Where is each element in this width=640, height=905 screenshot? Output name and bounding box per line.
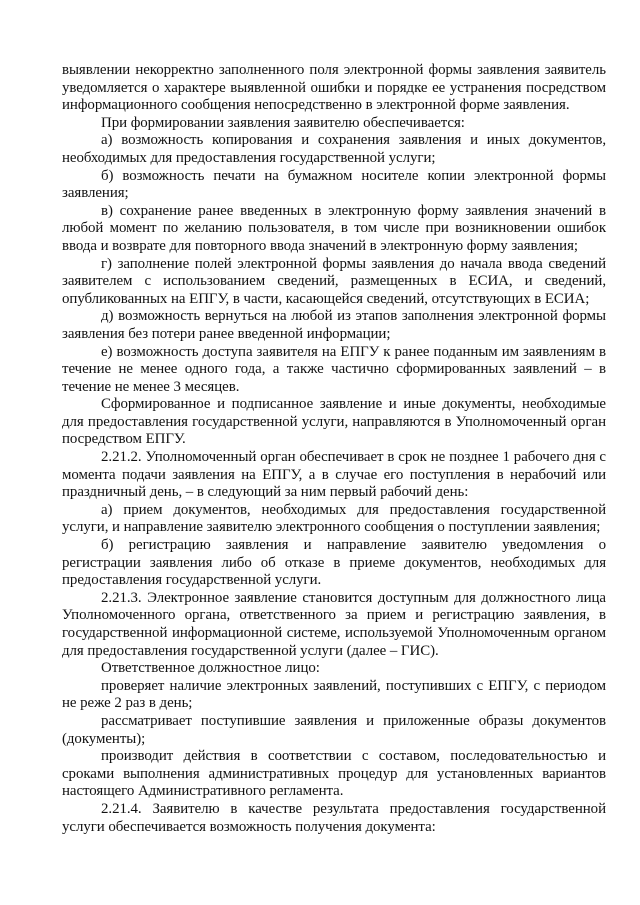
paragraph-2-21-2-item-a: а) прием документов, необходимых для предоставления государственной услуги, и направление заявителю электронного сообщения о поступлении заявления; [62,501,606,536]
paragraph-performs-actions: производит действия в соответствии с составом, последовательностью и сроками выполнения административных процедур для установленных вариантов настоящего Административного регламента. [62,748,606,800]
paragraph-2-21-2: 2.21.2. Уполномоченный орган обеспечивает в срок не позднее 1 рабочего дня с момента подачи заявления на ЕПГУ, а в случае его поступления в нерабочий или праздничный день, – в следующий за ним первый рабочий день: [62,449,606,501]
paragraph-2-21-3: 2.21.3. Электронное заявление становится доступным для должностного лица Уполномоченного органа, ответственного за прием и регистрацию заявления, в государственной информационной системе, используемой Уполномоченным органом для предоставления государственной услуги (далее – ГИС). [62,589,606,659]
paragraph-2-21-4: 2.21.4. Заявителю в качестве результата предоставления государственной услуги обеспечивается возможность получения документа: [62,800,606,835]
paragraph-item-e-access: е) возможность доступа заявителя на ЕПГУ к ранее поданным им заявлениям в течение не менее одного года, а также частично сформированных заявлений – в течение не менее 3 месяцев. [62,343,606,395]
paragraph-checks-applications: проверяет наличие электронных заявлений, поступивших с ЕПГУ, с периодом не реже 2 раз в день; [62,677,606,712]
document-page [62,62,606,836]
paragraph-item-a-copy: а) возможность копирования и сохранения заявления и иных документов, необходимых для предоставления государственной услуги; [62,132,606,166]
paragraph-reviews-applications: рассматривает поступившие заявления и приложенные образы документов (документы); [62,712,606,747]
paragraph-2-21-2-item-b: б) регистрацию заявления и направление заявителю уведомления о регистрации заявления либо об отказе в приеме документов, необходимых для предоставления государственной услуги. [62,537,606,589]
paragraph-submission: Сформированное и подписанное заявление и иные документы, необходимые для предоставления государственной услуги, направляются в Уполномоченный орган посредством ЕПГУ. [62,396,606,448]
paragraph-item-b-print: б) возможность печати на бумажном носителе копии электронной формы заявления; [62,167,606,202]
paragraph-responsible-official: Ответственное должностное лицо: [101,660,320,677]
paragraph-item-d-return: д) возможность вернуться на любой из этапов заполнения электронной формы заявления без потери ранее введенной информации; [62,308,606,342]
paragraph-error-notice: выявлении некорректно заполненного поля электронной формы заявления заявитель уведомляется о характере выявленной ошибки и порядке ее устранения посредством информационного сообщения непосредственно в электронной форме заявления. [62,62,606,114]
paragraph-item-v-save: в) сохранение ранее введенных в электронную форму заявления значений в любой момент по желанию пользователя, в том числе при возникновении ошибок ввода и возврате для повторного ввода значений в электронную форму заявления; [62,202,606,254]
paragraph-form-provisions-intro: При формировании заявления заявителю обеспечивается: [101,114,465,131]
paragraph-item-g-prefill: г) заполнение полей электронной формы заявления до начала ввода сведений заявителем с использованием сведений, размещенных в ЕСИА, и сведений, опубликованных на ЕПГУ, в части, касающейся сведений, отсутствующих в ЕСИА; [62,255,606,307]
